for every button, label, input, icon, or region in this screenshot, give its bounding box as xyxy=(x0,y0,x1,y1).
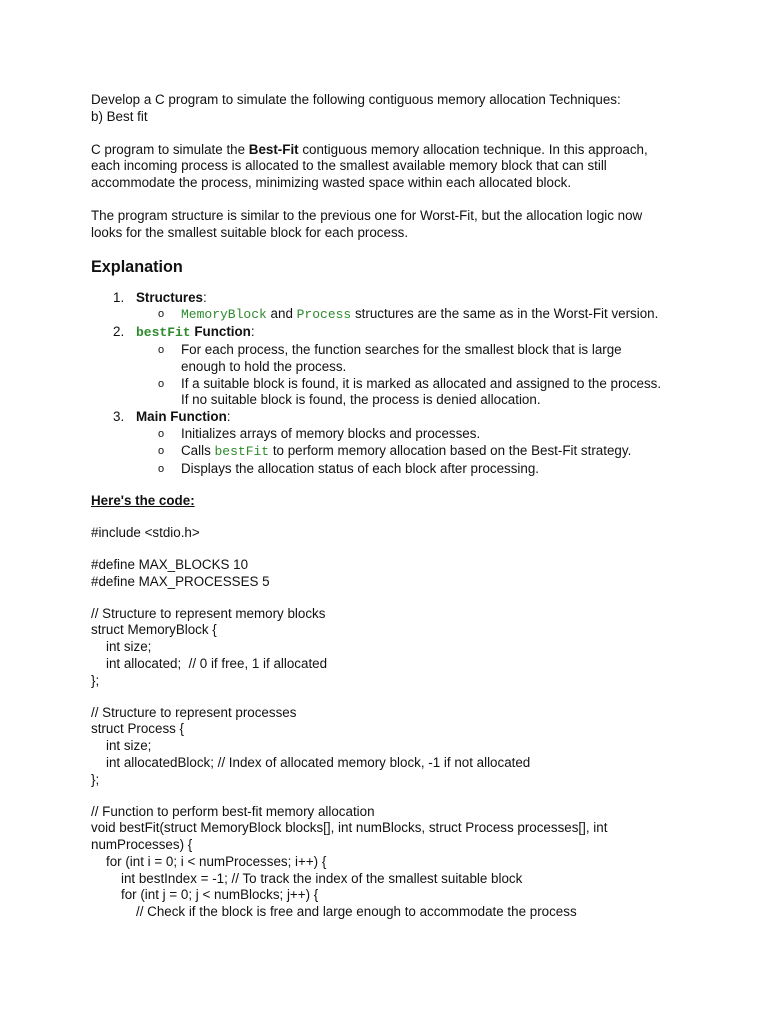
list-number: 3. xyxy=(113,409,125,425)
description-line-1 xyxy=(91,142,691,159)
sub-list xyxy=(136,306,691,324)
list-item-main xyxy=(91,409,691,477)
structure-line-1: The program structure is similar to the previous one for Worst-Fit, but the allocation logic now xyxy=(91,207,643,223)
bullet-icon: o xyxy=(158,444,165,457)
bullet-icon: o xyxy=(158,462,165,475)
list-number: 2. xyxy=(113,324,125,340)
process-code: Process xyxy=(296,307,352,323)
code-line: int allocatedBlock; // Index of allocated memory block, -1 if not allocated xyxy=(106,754,531,770)
sub-list xyxy=(136,426,691,477)
code-comment: // Function to perform best-fit memory allocation xyxy=(91,803,375,819)
code-line: #define MAX_PROCESSES 5 xyxy=(91,573,270,589)
sub-list-item xyxy=(136,426,691,443)
code-line: int size; xyxy=(106,639,152,655)
sub-text: For each process, the function searches for the smallest block that is large xyxy=(181,341,622,357)
code-line: void bestFit(struct MemoryBlock blocks[], int numBlocks, struct Process processes[], int xyxy=(91,820,608,836)
code-block xyxy=(91,510,691,921)
sub-text: Calls xyxy=(181,442,215,458)
sub-text: to perform memory allocation based on the Best-Fit strategy. xyxy=(269,442,632,458)
sub-text: Initializes arrays of memory blocks and processes. xyxy=(181,425,481,441)
intro-line-1: Develop a C program to simulate the following contiguous memory allocation Techniques: xyxy=(91,92,621,107)
bestfit-code: bestFit xyxy=(214,443,270,459)
sub-list-item xyxy=(136,443,691,461)
description-line-3: accommodate the process, minimizing wasted space within each allocated block. xyxy=(91,175,572,191)
description-text: contiguous memory allocation technique. In this approach, xyxy=(298,141,648,157)
item-colon: : xyxy=(226,409,231,425)
item-colon: : xyxy=(202,289,207,305)
structure-line-2: looks for the smallest suitable block for each process. xyxy=(91,224,409,240)
code-line: struct Process { xyxy=(91,721,185,737)
code-line: #define MAX_BLOCKS 10 xyxy=(91,556,249,572)
code-line: for (int i = 0; i < numProcesses; i++) { xyxy=(106,853,327,869)
memoryblock-code: MemoryBlock xyxy=(181,307,267,323)
code-comment: // Structure to represent memory blocks xyxy=(91,605,326,621)
intro xyxy=(91,92,691,126)
code-line: }; xyxy=(91,771,100,787)
code-line: #include <stdio.h> xyxy=(91,525,200,541)
sub-text: structures are the same as in the Worst-Fit version. xyxy=(351,306,659,322)
item-title: Structures xyxy=(136,289,203,305)
code-comment: // Check if the block is free and large enough to accommodate the process xyxy=(136,904,577,920)
code-line: struct MemoryBlock { xyxy=(91,622,217,638)
bullet-icon: o xyxy=(158,427,165,440)
sub-list-item xyxy=(136,306,691,324)
description-line-2: each incoming process is allocated to the smallest available memory block that can still xyxy=(91,158,607,174)
sub-list-item xyxy=(136,342,691,376)
sub-list-item xyxy=(136,461,691,478)
sub-text: enough to hold the process. xyxy=(181,358,347,374)
list-item-structures xyxy=(91,290,691,325)
code-line: int size; xyxy=(106,738,152,754)
description-text: C program to simulate the xyxy=(91,141,249,157)
sub-text: and xyxy=(266,306,297,322)
description-paragraph xyxy=(91,142,691,192)
sub-list xyxy=(136,342,691,409)
code-line: for (int j = 0; j < numBlocks; j++) { xyxy=(121,887,319,903)
bullet-icon: o xyxy=(158,343,165,356)
explanation-heading: Explanation xyxy=(91,257,183,276)
item-title: Function xyxy=(190,324,251,340)
document-page xyxy=(91,92,691,921)
code-heading: Here's the code: xyxy=(91,493,195,509)
code-comment: // Structure to represent processes xyxy=(91,704,297,720)
code-line: numProcesses) { xyxy=(91,837,193,853)
list-item-bestfit xyxy=(91,324,691,409)
explanation-list xyxy=(91,290,691,478)
bestfit-code: bestFit xyxy=(136,325,191,341)
list-item-title xyxy=(136,290,691,307)
list-item-title xyxy=(136,324,691,342)
code-line: int allocated; // 0 if free, 1 if allocated xyxy=(106,655,328,671)
sub-list-item xyxy=(136,376,691,410)
sub-text: If a suitable block is found, it is marked as allocated and assigned to the process. xyxy=(181,375,662,391)
structure-paragraph xyxy=(91,208,691,242)
code-line: int bestIndex = -1; // To track the index of the smallest suitable block xyxy=(121,870,523,886)
best-fit-bold: Best-Fit xyxy=(248,141,299,157)
sub-text: If no suitable block is found, the process is denied allocation. xyxy=(181,392,541,408)
bullet-icon: o xyxy=(158,308,165,321)
item-colon: : xyxy=(250,324,255,340)
sub-text: Displays the allocation status of each block after processing. xyxy=(181,460,540,476)
list-item-title xyxy=(136,409,691,426)
list-number: 1. xyxy=(113,289,125,305)
bullet-icon: o xyxy=(158,377,165,390)
intro-line-2: b) Best fit xyxy=(91,108,148,124)
code-line: }; xyxy=(91,672,100,688)
item-title: Main Function xyxy=(136,409,227,425)
